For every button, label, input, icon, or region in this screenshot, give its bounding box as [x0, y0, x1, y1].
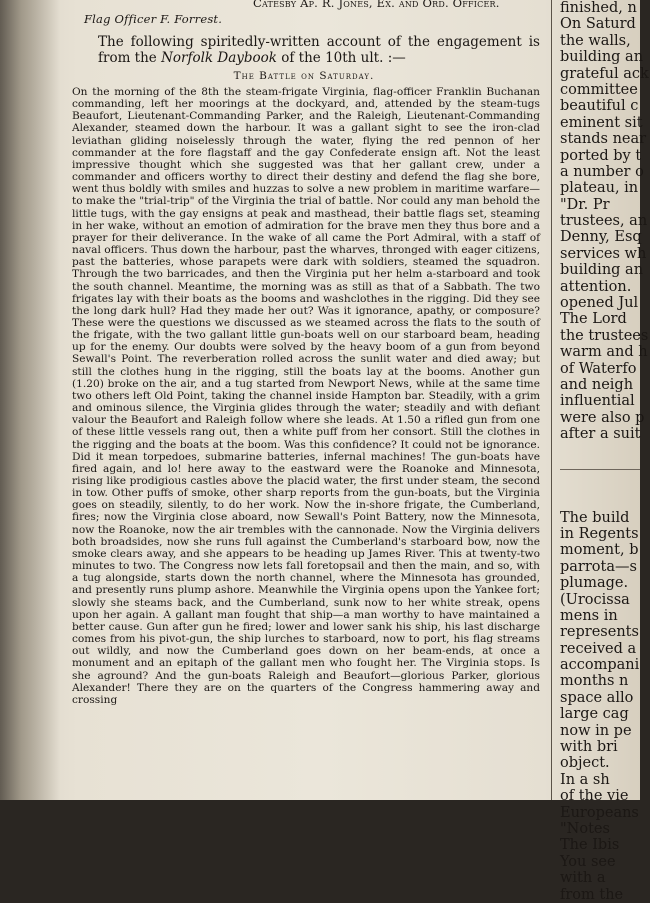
right-column-line: from the: [560, 886, 624, 903]
right-column-line: were also p: [560, 409, 645, 426]
right-column-line: services wh: [560, 245, 647, 262]
right-column-line: after a suit: [560, 426, 641, 443]
officer-credit-left: Flag Officer F. Forrest.: [84, 12, 223, 26]
right-column-line: months n: [560, 673, 629, 690]
intro-after: of the 10th ult. :—: [281, 50, 406, 66]
right-column-line: The build: [560, 509, 630, 526]
intro-before: The following spiritedly-written account of the engagement is from the: [98, 34, 540, 66]
right-column-line: received a: [560, 640, 637, 657]
right-column-line: "Notes: [560, 820, 610, 837]
right-column-line: warm and h: [560, 344, 648, 361]
right-column-line: with bri: [560, 739, 618, 756]
right-column-line: of Waterfo: [560, 360, 637, 377]
right-column-line: represents: [560, 624, 639, 641]
right-column-line: the trustees: [560, 327, 649, 344]
right-column-line: parrota—s: [560, 558, 637, 575]
right-column-line: finished, n: [560, 0, 637, 16]
page-edge-shadow: [0, 0, 60, 800]
right-column-line: a number o: [560, 163, 644, 180]
officer-credit-right: Catesby Ap. R. Jones, Ex. and Ord. Officer.: [253, 0, 500, 10]
right-column-line: eminent sit: [560, 114, 643, 131]
column-section-rule: [560, 469, 640, 470]
intro-paragraph: [98, 34, 540, 66]
right-column-line: trustees, an: [560, 213, 648, 230]
right-column-line: ported by t: [560, 147, 642, 164]
right-column-line: plateau, in: [560, 180, 639, 197]
right-column-line: On Saturd: [560, 16, 636, 33]
right-column-line: beautiful c: [560, 98, 639, 115]
right-column-line: Europeans: [560, 804, 639, 821]
main-column: [68, 0, 540, 800]
right-column-line: mens in: [560, 607, 618, 624]
right-column-line: accompani: [560, 657, 640, 674]
right-column-line: of the vie: [560, 788, 629, 805]
right-column-top: [560, 0, 650, 443]
right-column-line: building an: [560, 49, 644, 66]
right-column-line: The Lord: [560, 311, 627, 328]
right-column-line: (Urocissa: [560, 591, 630, 608]
article-body: On the morning of the 8th the steam-frigate Virginia, flag-officer Franklin Buchanan commanding, left her moorings at the dockyard, and, attended by the steam-tugs Beaufort, Lieutenant-Commanding Parker, and the Raleigh, Lieutenant-Commanding Alexander, steamed down the harbour. It was a gallant sight to see the iron-clad leviathan gliding noiselessly through the water, flying the red pennon of her commander at the fore flagstaff and the gay Confederate ensign aft. Not the least impressive thought which she suggested was that her gallant crew, under a commander and officers worthy to direct their destiny and defend the flag she bore, went thus boldly with smiles and huzzas to solve a new problem in maritime warfare—to make the "trial-trip" of the Virginia the trial of battle. Nor could any man behold the little tugs, with the gay ensigns at peak and masthead, their battle flags set, steaming in her wake, without an emotion of admiration for the brave men they thus bore and a prayer for their deliverance. In the wake of all came the Port Admiral, with a staff of naval officers. Thus down the harbour, past the wharves, thronged with eager citizens, past the batteries, whose parapets were dark with soldiers, steamed the squadron. Through the two barricades, and then the Virginia put her helm a-starboard and took the south channel. Meantime, the morning was as still as that of a Sabbath. The two frigates lay with their boats as the booms and washclothes in the rigging. Did they see the long dark hull? Had they made her out? Was it ignorance, apathy, or composure? These were the questions we discussed as we steamed across the flats to the south of the frigate, with the two gallant little gun-boats well on our starboard beam, heading up for the enemy. Our doubts were solved by the heavy boom of a gun from beyond Sewall's Point. The reverberation rolled across the sunlit water and died away; but still the clothes hung in the rigging, still the boats lay at the booms. Another gun (1.20) broke on the air, and a tug started from Newport News, while at the same time two others left Old Point, taking the channel inside Hampton bar. Steadily, with a grim and ominous silence, the Virginia glides through the water; steadily and with defiant valour the Beaufort and Raleigh follow where she leads. At 1.50 a rifled gun from one of these little vessels rang out, then a white puff from her consort. Still the clothes in the rigging and the boats at the boom. Was this confidence? It could not be ignorance. Did it mean torpedoes, submarine batteries, infernal machines! The gun-boats have fired again, and lo! here away to the eastward were the Roanoke and Minnesota, rising like prodigious castles above the placid water, the first under steam, the second in tow. Other puffs of smoke, other sharp reports from the gun-boats, but the Virginia goes on steadily, silently, to do her work. Now the in-shore frigate, the Cumberland, fires; now the Virginia close aboard, now Sewall's Point Battery, now the Minnesota, now the Roanoke, now the air trembles with the cannonade. Now the Virginia delivers both broadsides, now she runs full against the Cumberland's starboard bow, now the smoke clears away, and she appears to be heading up James River. This at twenty-two minutes to two. The Congress now lets fall foretopsail and then the main, and so, with a tug alongside, starts down the north channel, where the Minnesota has grounded, and presently runs plump ashore. Meanwhile the Virginia opens upon the Yankee fort; slowly she steams back, and the Cumberland, sunk now to her white streak, opens upon her again. A gallant man fought that ship—a man worthy to have maintained a better cause. Gun after gun he fired; lower and lower sank his ship, his last discharge comes from his pivot-gun, the ship lurches to starboard, now to port, his flag streams out wildly, and now the Cumberland goes down on her beam-ends, at once a monument and an epitaph of the gallant men who fought her. The Virginia stops. Is she aground? And the gun-boats Raleigh and Beaufort—glorious Parker, glorious Alexander! There they are on the quarters of the Congress hammering away and crossing: [72, 86, 540, 706]
right-column-bottom: [560, 510, 650, 903]
right-column-line: moment, b: [560, 542, 639, 559]
right-column-line: "Dr. Pr: [560, 196, 610, 213]
right-column-line: with a: [560, 870, 606, 887]
right-column-line: The Ibis: [560, 837, 620, 854]
column-rule: [551, 0, 552, 800]
right-column-line: and neigh: [560, 376, 634, 393]
right-column: [560, 0, 650, 903]
right-column-line: committee: [560, 81, 638, 98]
right-column-line: You see: [560, 853, 616, 870]
right-column-line: influential: [560, 393, 635, 410]
right-column-line: attention.: [560, 278, 632, 295]
right-column-line: stands near: [560, 131, 647, 148]
right-column-line: plumage.: [560, 575, 629, 592]
right-column-line: In a sh: [560, 771, 610, 788]
right-column-line: grateful ack: [560, 65, 649, 82]
right-column-line: in Regents: [560, 525, 639, 542]
right-column-line: object.: [560, 755, 610, 772]
right-column-line: opened Jul: [560, 295, 639, 312]
right-column-line: Denny, Esq: [560, 229, 642, 246]
right-column-line: large cag: [560, 706, 629, 723]
right-column-line: now in pe: [560, 722, 632, 739]
right-column-line: space allo: [560, 689, 634, 706]
article-heading: The Battle on Saturday.: [233, 70, 375, 82]
intro-source: Norfolk Daybook: [161, 50, 277, 66]
right-column-line: the walls,: [560, 32, 631, 49]
right-column-line: building an: [560, 262, 644, 279]
